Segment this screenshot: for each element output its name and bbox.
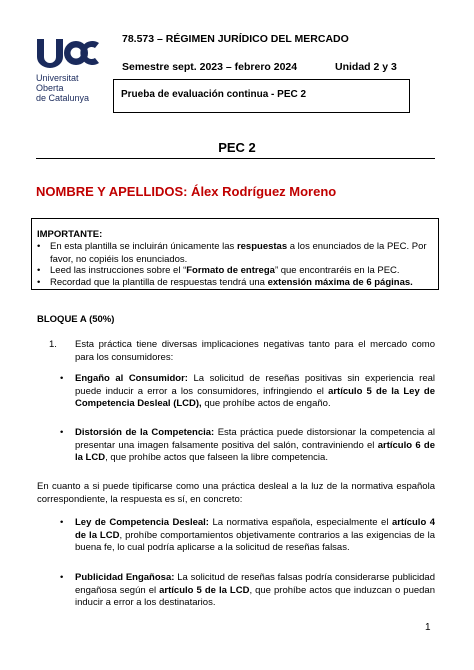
item-bold: Formato de entrega xyxy=(186,265,275,276)
point-bold: artículo 6 de la LCD xyxy=(75,439,435,463)
answer-point xyxy=(75,572,435,610)
item-text: ” que encontraréis en la PEC. xyxy=(274,265,400,276)
answer-point xyxy=(75,373,435,411)
semester-label: Semestre sept. 2023 – febrero 2024 xyxy=(122,61,298,73)
point-text: Esta práctica puede distorsionar la competencia al presentar una imagen falsamente positiva del salón, contraviniendo el xyxy=(75,427,435,451)
course-title: 78.573 – RÉGIMEN JURÍDICO DEL MERCADO xyxy=(122,33,349,45)
point-text: , que prohíbe actos que falseen la libre competencia. xyxy=(105,452,328,463)
point-lead: Engaño al Consumidor: xyxy=(75,373,188,384)
point-bold: artículo 4 de la LCD xyxy=(75,517,436,541)
point-text: La solicitud de reseñas positivas sin experiencia real puede inducir a error a los consumidores, infringiendo el xyxy=(75,373,435,397)
logo-line: de Catalunya xyxy=(36,93,90,103)
page-number: 1 xyxy=(425,622,431,633)
point-lead: Ley de Competencia Desleal: xyxy=(75,517,209,528)
important-title: IMPORTANTE: xyxy=(37,229,103,240)
bullet-icon: • xyxy=(60,427,64,438)
item-text: Recordad que la plantilla de respuestas tendrá una xyxy=(50,277,268,288)
item-text: Leed las instrucciones sobre el “ xyxy=(50,265,187,276)
answer-point xyxy=(75,427,435,465)
point-text: La solicitud de reseñas falsas podría considerarse publicidad engañosa según el xyxy=(75,572,435,596)
student-name: NOMBRE Y APELLIDOS: Álex Rodríguez Moreno xyxy=(36,184,337,199)
question-text: Esta práctica tiene diversas implicaciones negativas tanto para el mercado como para los consumidores: xyxy=(75,339,435,363)
logo-line: Oberta xyxy=(36,83,64,93)
bullet-icon: • xyxy=(37,241,41,252)
pec-box xyxy=(113,79,410,113)
bloque-heading: BLOQUE A (50%) xyxy=(37,314,115,325)
section-title: PEC 2 xyxy=(218,140,256,155)
point-bold: artículo 5 de la LCD xyxy=(159,584,250,596)
question-number: 1. xyxy=(49,339,57,350)
bullet-icon: • xyxy=(37,265,41,276)
answer-point xyxy=(75,517,435,555)
bullet-icon: • xyxy=(60,517,64,528)
bullet-icon: • xyxy=(60,572,64,583)
item-bold: extensión máxima de 6 páginas. xyxy=(267,277,413,288)
item-text: a los enunciados de la PEC. Por favor, no copiéis los enunciados. xyxy=(50,241,427,265)
unit-label: Unidad 2 y 3 xyxy=(335,61,397,73)
point-bold: artículo 5 de la Ley de Competencia Desleal (LCD), xyxy=(75,385,436,409)
point-lead: Publicidad Engañosa: xyxy=(75,572,175,583)
point-lead: Distorsión de la Competencia: xyxy=(75,427,215,438)
point-text: que prohíbe actos de engaño. xyxy=(201,398,331,409)
point-text: , prohíbe comportamientos objetivamente contrarios a las exigencias de la buena fe, lo cual podría aplicarse a la solicitud de reseñas falsas. xyxy=(75,529,435,553)
point-text: , que prohíbe actos que induzcan o puedan inducir a error a los destinatarios. xyxy=(75,584,435,608)
pec-box-label: Prueba de evaluación continua - PEC 2 xyxy=(121,89,307,100)
bullet-icon: • xyxy=(60,373,64,384)
uoc-logo xyxy=(36,38,100,68)
divider xyxy=(36,158,435,159)
logo-line: Universitat xyxy=(36,73,79,83)
logo-text xyxy=(36,73,89,103)
item-bold: respuestas xyxy=(236,241,288,252)
item-text: En esta plantilla se incluirán únicamente las xyxy=(50,241,237,252)
point-text: La normativa española, especialmente el xyxy=(208,517,392,528)
bullet-icon: • xyxy=(37,277,41,288)
paragraph: En cuanto a si puede tipificarse como una práctica desleal a la luz de la normativa española correspondiente, la respuesta es sí, en concreto: xyxy=(37,481,435,505)
